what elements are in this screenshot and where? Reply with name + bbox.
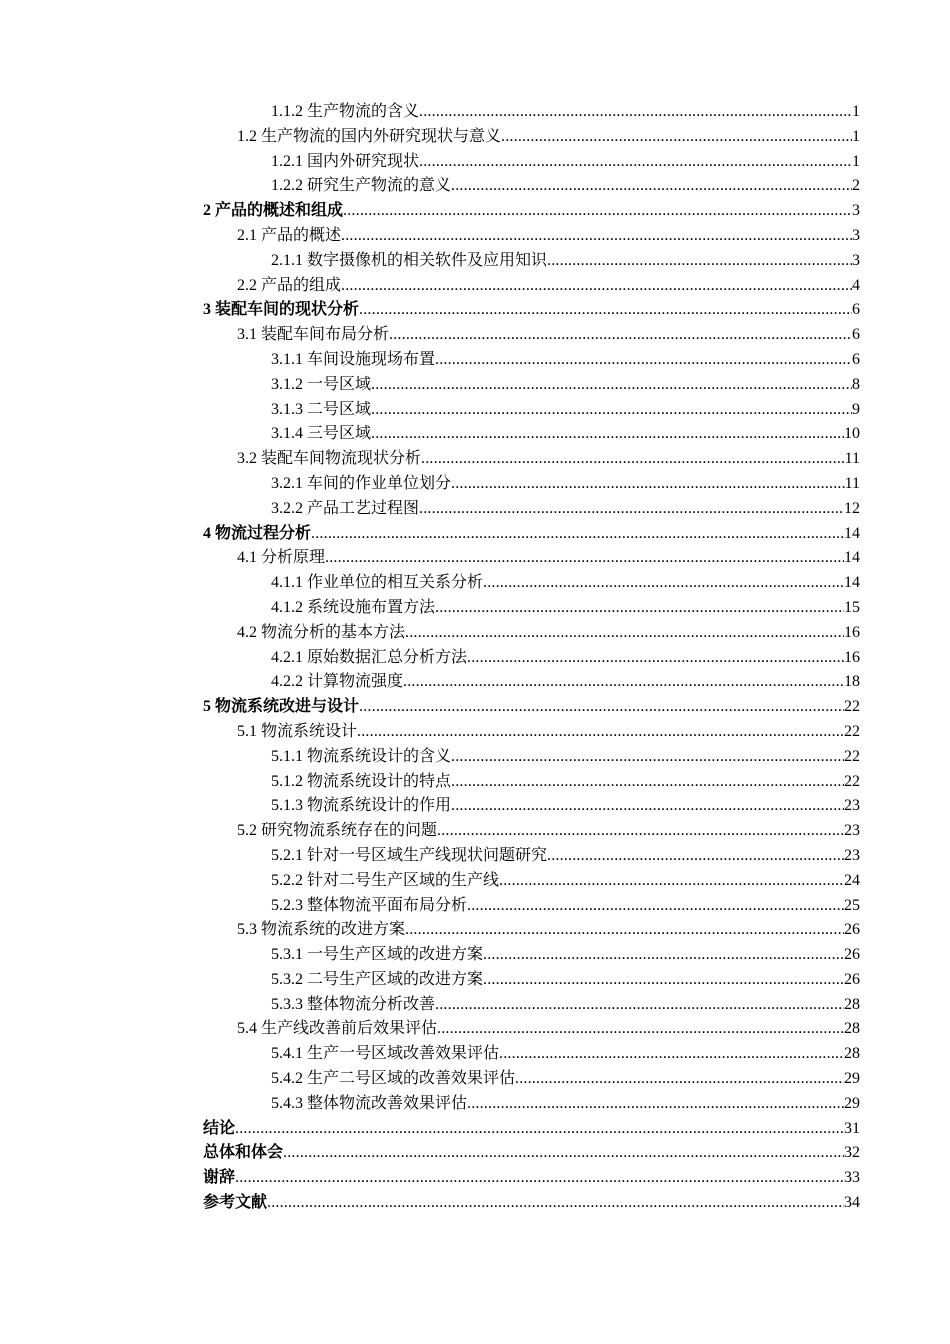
toc-entry-page-number: 14 bbox=[844, 574, 860, 592]
toc-entry-title: 3.2.1 车间的作业单位划分 bbox=[271, 474, 452, 492]
dot-leader bbox=[359, 695, 844, 720]
toc-entry-title: 3.1.1 车间设施现场布置 bbox=[271, 350, 436, 368]
toc-entry[interactable] bbox=[203, 373, 860, 398]
toc-entry-title: 5.1.3 物流系统设计的作用 bbox=[271, 797, 452, 815]
toc-entry-title: 5 物流系统改进与设计 bbox=[203, 698, 360, 716]
dot-leader bbox=[371, 398, 852, 423]
toc-entry[interactable] bbox=[203, 522, 860, 547]
toc-entry[interactable] bbox=[203, 621, 860, 646]
toc-entry[interactable] bbox=[203, 150, 860, 175]
toc-entry[interactable] bbox=[203, 943, 860, 968]
toc-entry[interactable] bbox=[203, 174, 860, 199]
toc-entry-page-number: 22 bbox=[844, 722, 860, 740]
toc-entry[interactable] bbox=[203, 422, 860, 447]
toc-entry-page-number: 6 bbox=[852, 326, 860, 344]
table-of-contents bbox=[203, 100, 860, 1216]
toc-entry[interactable] bbox=[203, 125, 860, 150]
toc-entry[interactable] bbox=[203, 447, 860, 472]
toc-entry[interactable] bbox=[203, 844, 860, 869]
toc-entry[interactable] bbox=[203, 323, 860, 348]
dot-leader bbox=[451, 770, 844, 795]
dot-leader bbox=[515, 1067, 844, 1092]
toc-entry-page-number: 29 bbox=[844, 1070, 860, 1088]
dot-leader bbox=[371, 373, 852, 398]
toc-entry[interactable] bbox=[203, 224, 860, 249]
toc-entry[interactable] bbox=[203, 100, 860, 125]
toc-entry-page-number: 28 bbox=[844, 995, 860, 1013]
toc-entry-page-number: 23 bbox=[844, 797, 860, 815]
toc-entry-title: 结论 bbox=[203, 1119, 236, 1137]
toc-entry-page-number: 31 bbox=[844, 1119, 860, 1137]
toc-entry-title: 5.4.2 生产二号区域的改善效果评估 bbox=[271, 1070, 516, 1088]
dot-leader bbox=[343, 199, 852, 224]
toc-entry-page-number: 1 bbox=[852, 103, 860, 120]
dot-leader bbox=[467, 1092, 844, 1117]
toc-entry-title: 2.1 产品的概述 bbox=[237, 226, 342, 244]
toc-entry[interactable] bbox=[203, 794, 860, 819]
dot-leader bbox=[435, 993, 844, 1018]
toc-entry-title: 4.1.2 系统设施布置方法 bbox=[271, 598, 436, 616]
dot-leader bbox=[451, 745, 844, 770]
toc-entry-title: 总体和体会 bbox=[203, 1144, 284, 1162]
toc-entry-title: 2 产品的概述和组成 bbox=[203, 202, 344, 220]
toc-entry[interactable] bbox=[203, 869, 860, 894]
toc-entry-page-number: 16 bbox=[844, 648, 860, 666]
dot-leader bbox=[421, 447, 845, 472]
toc-entry-page-number: 11 bbox=[844, 450, 860, 468]
toc-entry-page-number: 1 bbox=[852, 127, 860, 145]
toc-entry[interactable] bbox=[203, 497, 860, 522]
toc-entry-title: 5.3.1 一号生产区域的改进方案 bbox=[271, 946, 484, 964]
dot-leader bbox=[357, 720, 844, 745]
toc-entry-title: 1.1.2 生产物流的含义 bbox=[271, 103, 420, 120]
toc-entry-page-number: 22 bbox=[844, 698, 860, 716]
toc-entry[interactable] bbox=[203, 1067, 860, 1092]
toc-entry[interactable] bbox=[203, 398, 860, 423]
toc-entry-title: 3.1.3 二号区域 bbox=[271, 400, 372, 418]
toc-entry-page-number: 22 bbox=[844, 772, 860, 790]
toc-entry-title: 5.2.2 针对二号生产区域的生产线 bbox=[271, 871, 500, 889]
dot-leader bbox=[499, 869, 844, 894]
dot-leader bbox=[451, 174, 852, 199]
toc-entry-title: 3 装配车间的现状分析 bbox=[203, 301, 360, 319]
toc-entry[interactable] bbox=[203, 894, 860, 919]
toc-entry-title: 2.1.1 数字摄像机的相关软件及应用知识 bbox=[271, 251, 548, 269]
dot-leader bbox=[547, 249, 852, 274]
toc-entry-title: 3.2.2 产品工艺过程图 bbox=[271, 499, 420, 517]
toc-entry-title: 4.1 分析原理 bbox=[237, 549, 326, 567]
toc-entry-page-number: 34 bbox=[844, 1194, 860, 1212]
toc-entry-page-number: 1 bbox=[852, 152, 860, 170]
dot-leader bbox=[467, 894, 844, 919]
dot-leader bbox=[451, 794, 844, 819]
dot-leader bbox=[341, 274, 852, 299]
toc-entry[interactable] bbox=[203, 819, 860, 844]
toc-entry[interactable] bbox=[203, 571, 860, 596]
toc-entry-title: 1.2.1 国内外研究现状 bbox=[271, 152, 420, 170]
toc-entry-page-number: 14 bbox=[844, 549, 860, 567]
toc-entry[interactable] bbox=[203, 546, 860, 571]
toc-entry[interactable] bbox=[203, 1191, 860, 1216]
toc-entry-page-number: 3 bbox=[852, 202, 860, 220]
dot-leader bbox=[311, 522, 844, 547]
toc-entry-page-number: 26 bbox=[844, 946, 860, 964]
dot-leader bbox=[325, 546, 844, 571]
toc-entry-page-number: 28 bbox=[844, 1045, 860, 1063]
toc-entry-title: 5.2.3 整体物流平面布局分析 bbox=[271, 896, 468, 914]
toc-entry[interactable] bbox=[203, 993, 860, 1018]
toc-entry-page-number: 24 bbox=[844, 871, 860, 889]
toc-entry[interactable] bbox=[203, 670, 860, 695]
dot-leader bbox=[405, 918, 844, 943]
toc-entry-title: 5.1.1 物流系统设计的含义 bbox=[271, 747, 452, 765]
toc-entry-page-number: 3 bbox=[852, 226, 860, 244]
toc-entry-title: 5.1.2 物流系统设计的特点 bbox=[271, 772, 452, 790]
dot-leader bbox=[267, 1191, 844, 1216]
toc-entry-title: 4.2.1 原始数据汇总分析方法 bbox=[271, 648, 468, 666]
toc-entry-title: 参考文献 bbox=[203, 1194, 268, 1212]
toc-entry[interactable] bbox=[203, 472, 860, 497]
toc-entry-page-number: 33 bbox=[844, 1169, 860, 1187]
toc-entry-page-number: 23 bbox=[844, 846, 860, 864]
toc-entry-page-number: 3 bbox=[852, 251, 860, 269]
dot-leader bbox=[405, 621, 844, 646]
toc-entry-title: 3.1.4 三号区域 bbox=[271, 425, 372, 443]
dot-leader bbox=[483, 571, 844, 596]
dot-leader bbox=[547, 844, 844, 869]
toc-entry-page-number: 6 bbox=[852, 350, 860, 368]
dot-leader bbox=[451, 472, 845, 497]
toc-entry[interactable] bbox=[203, 745, 860, 770]
toc-entry-page-number: 29 bbox=[844, 1094, 860, 1112]
toc-entry-title: 4.1.1 作业单位的相互关系分析 bbox=[271, 574, 484, 592]
toc-entry[interactable] bbox=[203, 1166, 860, 1191]
toc-entry-title: 5.1 物流系统设计 bbox=[237, 722, 358, 740]
dot-leader bbox=[389, 323, 852, 348]
toc-entry-title: 4 物流过程分析 bbox=[203, 524, 312, 542]
toc-entry-title: 3.1.2 一号区域 bbox=[271, 375, 372, 393]
toc-entry[interactable] bbox=[203, 199, 860, 224]
toc-entry-page-number: 10 bbox=[844, 425, 860, 443]
toc-entry[interactable] bbox=[203, 695, 860, 720]
toc-entry[interactable] bbox=[203, 1042, 860, 1067]
dot-leader bbox=[437, 819, 844, 844]
dot-leader bbox=[419, 497, 844, 522]
dot-leader bbox=[371, 422, 844, 447]
toc-entry-title: 2.2 产品的组成 bbox=[237, 276, 342, 294]
toc-entry-page-number: 15 bbox=[844, 598, 860, 616]
dot-leader bbox=[359, 298, 852, 323]
toc-entry-page-number: 16 bbox=[844, 623, 860, 641]
dot-leader bbox=[419, 150, 852, 175]
toc-entry[interactable] bbox=[203, 646, 860, 671]
toc-entry[interactable] bbox=[203, 298, 860, 323]
toc-entry-title: 5.2.1 针对一号区域生产线现状问题研究 bbox=[271, 846, 548, 864]
toc-entry-title: 5.4.1 生产一号区域改善效果评估 bbox=[271, 1045, 500, 1063]
toc-entry-title: 4.2.2 计算物流强度 bbox=[271, 673, 404, 691]
dot-leader bbox=[283, 1141, 844, 1166]
dot-leader bbox=[419, 100, 852, 125]
toc-entry[interactable] bbox=[203, 1141, 860, 1166]
dot-leader bbox=[435, 348, 852, 373]
toc-entry-title: 1.2.2 研究生产物流的意义 bbox=[271, 177, 452, 195]
toc-entry[interactable] bbox=[203, 1117, 860, 1142]
toc-entry-page-number: 23 bbox=[844, 822, 860, 840]
toc-entry-page-number: 12 bbox=[844, 499, 860, 517]
toc-entry-title: 3.2 装配车间物流现状分析 bbox=[237, 450, 422, 468]
toc-entry[interactable] bbox=[203, 1017, 860, 1042]
toc-entry-page-number: 2 bbox=[852, 177, 860, 195]
toc-entry-title: 5.3.3 整体物流分析改善 bbox=[271, 995, 436, 1013]
toc-entry-page-number: 8 bbox=[852, 375, 860, 393]
toc-entry-page-number: 26 bbox=[844, 970, 860, 988]
toc-entry-page-number: 4 bbox=[852, 276, 860, 294]
toc-entry-title: 5.4.3 整体物流改善效果评估 bbox=[271, 1094, 468, 1112]
toc-entry-page-number: 22 bbox=[844, 747, 860, 765]
toc-entry-page-number: 18 bbox=[844, 673, 860, 691]
toc-entry-title: 1.2 生产物流的国内外研究现状与意义 bbox=[237, 127, 502, 145]
dot-leader bbox=[435, 596, 844, 621]
toc-entry[interactable] bbox=[203, 968, 860, 993]
toc-entry[interactable] bbox=[203, 596, 860, 621]
toc-entry-title: 4.2 物流分析的基本方法 bbox=[237, 623, 406, 641]
toc-entry-page-number: 11 bbox=[844, 474, 860, 492]
dot-leader bbox=[483, 943, 844, 968]
toc-entry-title: 5.4 生产线改善前后效果评估 bbox=[237, 1020, 438, 1038]
toc-entry-title: 谢辞 bbox=[203, 1169, 236, 1187]
dot-leader bbox=[403, 670, 844, 695]
toc-entry-page-number: 9 bbox=[852, 400, 860, 418]
toc-entry[interactable] bbox=[203, 348, 860, 373]
toc-entry-title: 5.2 研究物流系统存在的问题 bbox=[237, 822, 438, 840]
toc-entry-page-number: 6 bbox=[852, 301, 860, 319]
dot-leader bbox=[341, 224, 852, 249]
toc-entry-page-number: 25 bbox=[844, 896, 860, 914]
dot-leader bbox=[235, 1166, 844, 1191]
dot-leader bbox=[437, 1017, 844, 1042]
dot-leader bbox=[483, 968, 844, 993]
toc-entry[interactable] bbox=[203, 249, 860, 274]
toc-entry-title: 5.3 物流系统的改进方案 bbox=[237, 921, 406, 939]
dot-leader bbox=[499, 1042, 844, 1067]
toc-entry[interactable] bbox=[203, 274, 860, 299]
toc-entry[interactable] bbox=[203, 720, 860, 745]
toc-entry[interactable] bbox=[203, 1092, 860, 1117]
toc-entry-title: 3.1 装配车间布局分析 bbox=[237, 326, 390, 344]
dot-leader bbox=[235, 1117, 844, 1142]
toc-entry[interactable] bbox=[203, 918, 860, 943]
toc-entry-page-number: 32 bbox=[844, 1144, 860, 1162]
toc-entry-page-number: 14 bbox=[844, 524, 860, 542]
dot-leader bbox=[501, 125, 852, 150]
toc-entry[interactable] bbox=[203, 770, 860, 795]
dot-leader bbox=[467, 646, 844, 671]
toc-entry-page-number: 26 bbox=[844, 921, 860, 939]
toc-entry-page-number: 28 bbox=[844, 1020, 860, 1038]
toc-entry-title: 5.3.2 二号生产区域的改进方案 bbox=[271, 970, 484, 988]
